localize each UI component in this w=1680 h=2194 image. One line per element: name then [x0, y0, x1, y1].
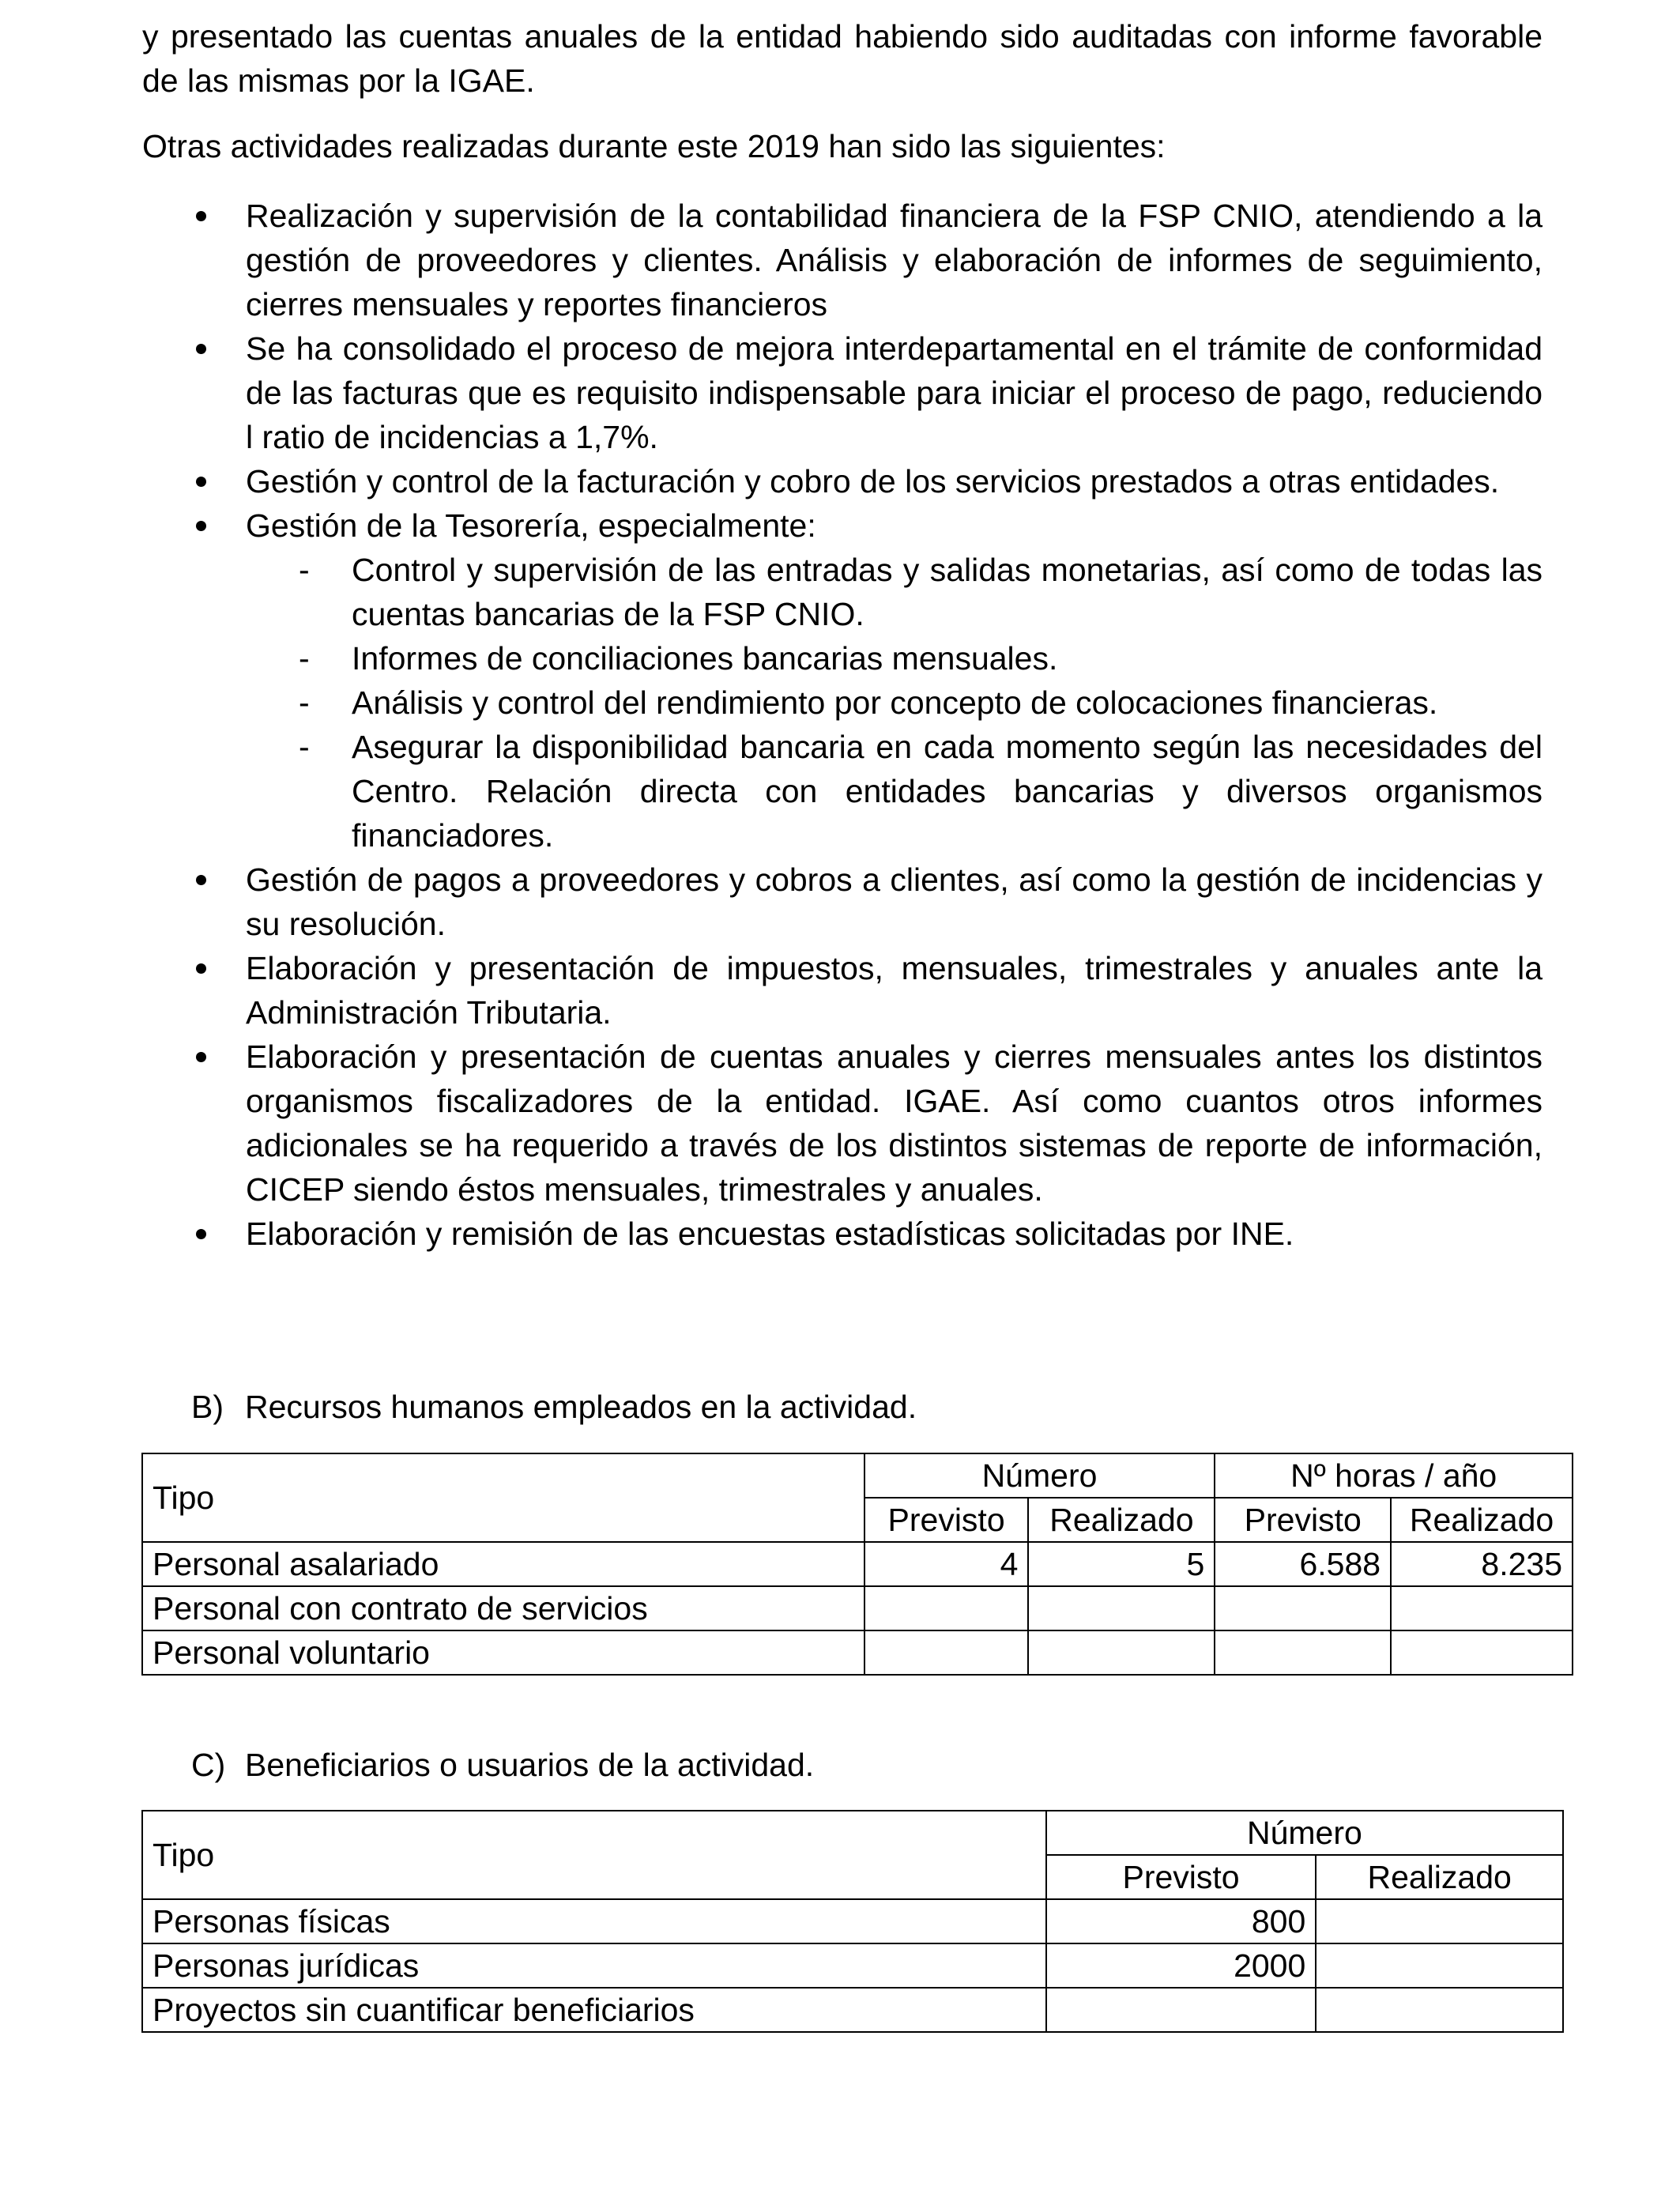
cell-realizado — [1316, 1899, 1563, 1943]
cell-tipo: Personas físicas — [142, 1899, 1046, 1943]
cell-horas-previsto: 6.588 — [1215, 1542, 1391, 1586]
table-row — [142, 1586, 1573, 1630]
list-item-text: Elaboración y presentación de impuestos, mensuales, trimestrales y anuales ante la Administración Tributaria. — [246, 950, 1543, 1031]
sub-list-item-text: Asegurar la disponibilidad bancaria en cada momento según las necesidades del Centro. Relación directa con entidades bancarias y diversos organismos financiadores. — [352, 729, 1543, 854]
header-realizado: Realizado — [1028, 1498, 1215, 1542]
table-header-row — [142, 1811, 1563, 1855]
list-item — [142, 194, 1543, 326]
list-item-text: Gestión de pagos a proveedores y cobros a clientes, así como la gestión de incidencias y su resolución. — [246, 861, 1543, 942]
cell-realizado — [1316, 1943, 1563, 1988]
list-item — [142, 1212, 1543, 1256]
dash-marker: - — [299, 729, 310, 765]
cell-horas-previsto — [1215, 1630, 1391, 1675]
bullet-icon — [196, 1052, 206, 1062]
list-item-text: Se ha consolidado el proceso de mejora interdepartamental en el trámite de conformidad de las facturas que es requisito indispensable para iniciar el proceso de pago, reduciendo l ratio de incidencias a 1,7%. — [246, 330, 1543, 455]
cell-numero-realizado — [1028, 1586, 1215, 1630]
lead-paragraph: Otras actividades realizadas durante este 2019 han sido las siguientes: — [142, 128, 1166, 164]
list-item-text: Gestión y control de la facturación y cobro de los servicios prestados a otras entidades. — [246, 463, 1500, 499]
table-header-row — [142, 1453, 1573, 1498]
intro-paragraph: y presentado las cuentas anuales de la entidad habiendo sido auditadas con informe favorable de las mismas por la IGAE. — [142, 18, 1543, 99]
header-realizado: Realizado — [1391, 1498, 1573, 1542]
cell-horas-previsto — [1215, 1586, 1391, 1630]
list-item-text: Elaboración y presentación de cuentas anuales y cierres mensuales antes los distintos organismos fiscalizadores de la entidad. IGAE. Así como cuantos otros informes adicionales se ha requerido a través de los distintos sistemas de reporte de información, CICEP siendo éstos mensuales, trimestrales y anuales. — [246, 1039, 1543, 1208]
cell-previsto: 800 — [1046, 1899, 1317, 1943]
bullet-icon — [196, 963, 206, 974]
list-item — [142, 503, 1543, 548]
list-item — [142, 326, 1543, 459]
cell-previsto — [1046, 1988, 1317, 2032]
sub-list-item — [142, 725, 1543, 858]
cell-horas-realizado: 8.235 — [1391, 1542, 1573, 1586]
cell-tipo: Personal voluntario — [142, 1630, 864, 1675]
cell-numero-realizado — [1028, 1630, 1215, 1675]
list-item-text: Realización y supervisión de la contabilidad financiera de la FSP CNIO, atendiendo a la gestión de proveedores y clientes. Análisis y elaboración de informes de seguimiento, cierres mensuales y reportes financieros — [246, 198, 1543, 322]
table-row — [142, 1899, 1563, 1943]
sub-list-item-text: Análisis y control del rendimiento por concepto de colocaciones financieras. — [352, 684, 1438, 721]
human-resources-table — [141, 1453, 1573, 1676]
bullet-icon — [196, 875, 206, 885]
section-c-letter: C) — [191, 1747, 226, 1783]
header-previsto: Previsto — [1215, 1498, 1391, 1542]
sub-list-item — [142, 548, 1543, 636]
sub-list-item-text: Informes de conciliaciones bancarias mensuales. — [352, 640, 1058, 677]
list-item — [142, 1035, 1543, 1212]
header-tipo: Tipo — [142, 1811, 1046, 1899]
cell-numero-previsto: 4 — [864, 1542, 1029, 1586]
table-row — [142, 1542, 1573, 1586]
cell-tipo: Personal con contrato de servicios — [142, 1586, 864, 1630]
dash-marker: - — [299, 552, 310, 588]
beneficiaries-table — [141, 1810, 1564, 2033]
section-b-title: Recursos humanos empleados en la actividad. — [245, 1389, 917, 1425]
section-b-heading — [191, 1385, 917, 1429]
cell-previsto: 2000 — [1046, 1943, 1317, 1988]
section-c-title: Beneficiarios o usuarios de la actividad. — [245, 1747, 815, 1783]
sub-list-item-text: Control y supervisión de las entradas y salidas monetarias, así como de todas las cuentas bancarias de la FSP CNIO. — [352, 552, 1543, 632]
cell-numero-previsto — [864, 1630, 1029, 1675]
bullet-icon — [196, 211, 206, 221]
bullet-icon — [196, 477, 206, 487]
header-realizado: Realizado — [1316, 1855, 1563, 1899]
bullet-icon — [196, 344, 206, 354]
table-row — [142, 1943, 1563, 1988]
header-horas: Nº horas / año — [1215, 1453, 1573, 1498]
list-item — [142, 459, 1543, 503]
cell-tipo: Personas jurídicas — [142, 1943, 1046, 1988]
table-row — [142, 1988, 1563, 2032]
cell-horas-realizado — [1391, 1586, 1573, 1630]
section-c-heading — [191, 1743, 814, 1787]
list-item — [142, 858, 1543, 946]
bullet-icon — [196, 521, 206, 531]
dash-marker: - — [299, 640, 310, 677]
cell-tipo: Personal asalariado — [142, 1542, 864, 1586]
list-item — [142, 946, 1543, 1035]
cell-numero-realizado: 5 — [1028, 1542, 1215, 1586]
section-b-letter: B) — [191, 1389, 224, 1425]
header-previsto: Previsto — [1046, 1855, 1317, 1899]
cell-realizado — [1316, 1988, 1563, 2032]
cell-horas-realizado — [1391, 1630, 1573, 1675]
header-previsto: Previsto — [864, 1498, 1029, 1542]
cell-numero-previsto — [864, 1586, 1029, 1630]
cell-tipo: Proyectos sin cuantificar beneficiarios — [142, 1988, 1046, 2032]
list-item-text: Elaboración y remisión de las encuestas estadísticas solicitadas por INE. — [246, 1216, 1294, 1252]
header-numero: Número — [1046, 1811, 1563, 1855]
bullet-icon — [196, 1229, 206, 1239]
sub-list-item — [142, 680, 1543, 725]
activities-list — [142, 194, 1543, 1256]
header-tipo: Tipo — [142, 1453, 864, 1542]
header-numero: Número — [864, 1453, 1215, 1498]
sub-list-item — [142, 636, 1543, 680]
dash-marker: - — [299, 684, 310, 721]
table-row — [142, 1630, 1573, 1675]
list-item-text: Gestión de la Tesorería, especialmente: — [246, 507, 816, 544]
